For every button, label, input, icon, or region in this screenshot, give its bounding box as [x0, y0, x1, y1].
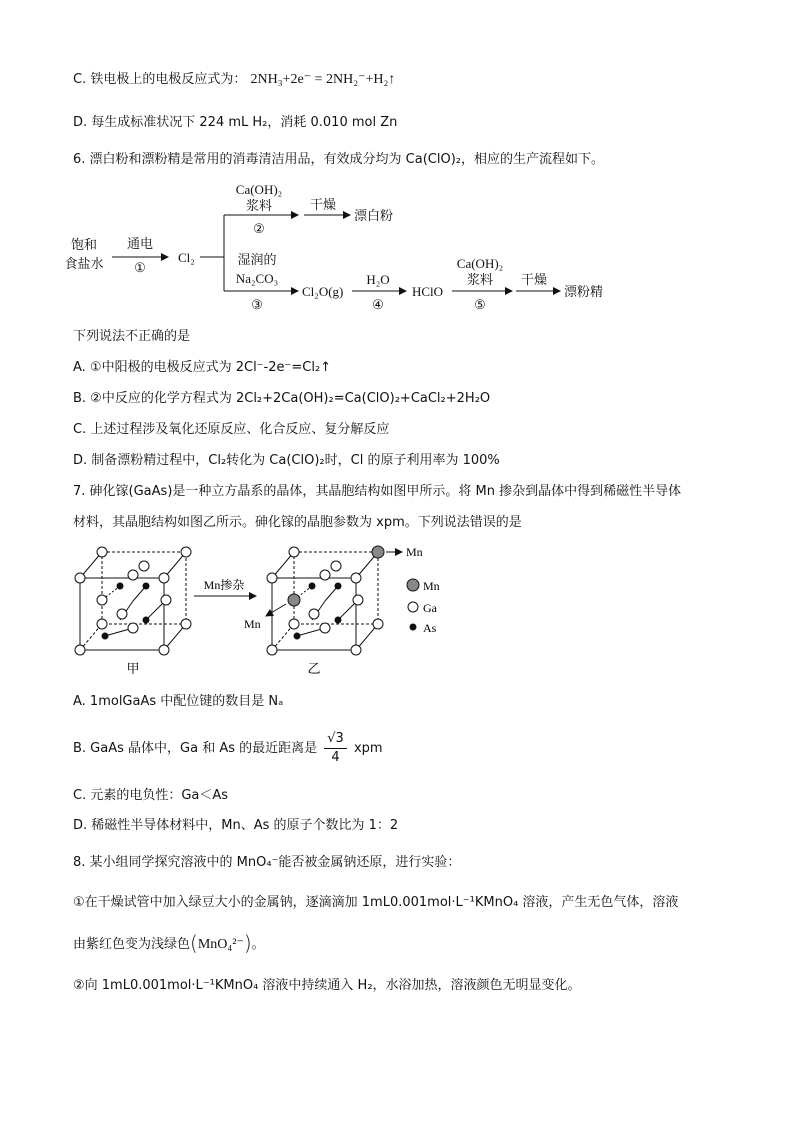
flow-hclo: HClO: [412, 284, 444, 299]
q5-option-c: [73, 70, 395, 90]
q6-flow-diagram: [60, 178, 660, 314]
flow-water: H₂O: [366, 272, 390, 287]
q6-option-b: B. ②中反应的化学方程式为 2Cl₂+2Ca(OH)₂=Ca(ClO)₂+CaCl₂+2H₂O: [73, 391, 491, 406]
mn-top-label: Mn: [406, 545, 423, 559]
legend: [407, 579, 440, 635]
flow-step2-num: ②: [253, 221, 265, 236]
fraction-denominator: 4: [331, 750, 340, 765]
flow-top-reagent-1: Ca(OH)₂: [235, 182, 283, 197]
flow-cl2: Cl₂: [178, 250, 195, 265]
mn-left-label: Mn: [244, 617, 261, 631]
q7-option-b: [73, 730, 383, 767]
q7-option-d: D. 稀磁性半导体材料中，Mn、As 的原子个数比为 1：2: [73, 818, 399, 833]
caption-jia: 甲: [126, 661, 140, 676]
doping-label: Mn掺杂: [203, 578, 245, 592]
legend-as-marker: [410, 624, 417, 631]
q8-exp1-line2: 由紫红色变为浅绿色(MnO₄²⁻)。: [73, 931, 265, 955]
flow-start-2: 食盐水: [64, 256, 104, 271]
legend-ga-marker: [408, 602, 418, 612]
q6-option-c: C. 上述过程涉及氧化还原反应、化合反应、复分解反应: [73, 422, 390, 437]
mn-left-arrow: [266, 604, 286, 616]
q8-exp1-line1: ①在干燥试管中加入绿豆大小的金属钠，逐滴滴加 1mL0.001mol·L⁻¹KMnO₄ 溶液，产生无色气体，溶液: [73, 895, 679, 910]
flow-step1-label: 通电: [126, 236, 154, 251]
flow-step3-num: ③: [251, 297, 263, 312]
q7-option-c: C. 元素的电负性：Ga＜As: [73, 788, 229, 803]
legend-ga: Ga: [423, 601, 437, 615]
flow-step5-num: ⑤: [474, 297, 486, 312]
legend-mn-marker: [407, 579, 419, 591]
q8-exp1-ion: MnO₄²⁻: [197, 937, 244, 952]
flow-cl2o: Cl₂O(g): [302, 284, 344, 299]
flow-bot-reagent-1: 湿润的: [237, 252, 277, 267]
flow-dry2: 干燥: [520, 272, 548, 287]
q7-stem-1: 7. 砷化镓(GaAs)是一种立方晶系的晶体，其晶胞结构如图甲所示。将 Mn 掺杂到晶体中得到稀磁性半导体: [73, 484, 682, 499]
flow-top-reagent-2: 浆料: [245, 198, 273, 213]
caption-yi: 乙: [307, 661, 321, 676]
q6-option-a: A. ①中阳极的电极反应式为 2Cl⁻-2e⁻=Cl₂↑: [73, 360, 332, 375]
flow-product1: 漂白粉: [354, 208, 394, 223]
legend-mn: Mn: [423, 579, 440, 593]
q8-exp1-line2-text: 由紫红色变为浅绿色: [73, 937, 191, 952]
q7-option-a: A. 1molGaAs 中配位键的数目是 Nₐ: [73, 694, 284, 709]
fraction-numerator: √3: [324, 730, 347, 749]
flow-step4-num: ④: [372, 297, 384, 312]
q6-question: 下列说法不正确的是: [73, 329, 191, 344]
q8-exp1-end: 。: [251, 937, 265, 952]
flow-reagent5-2: 浆料: [466, 272, 494, 287]
flow-start-1: 饱和: [70, 237, 98, 252]
q6-option-d: D. 制备漂粉精过程中，Cl₂转化为 Ca(ClO)₂时，Cl 的原子利用率为 100%: [73, 453, 500, 468]
q7-stem-2: 材料，其晶胞结构如图乙所示。砷化镓的晶胞参数为 xpm。下列说法错误的是: [73, 515, 522, 530]
q5-option-c-text: C. 铁电极上的电极反应式为：: [73, 72, 247, 87]
q5-option-c-formula: 2NH₃+2e⁻ = 2NH₂⁻+H₂↑: [250, 72, 396, 87]
q7-option-b-unit: xpm: [353, 741, 383, 756]
flow-bot-reagent-2: Na₂CO₃: [235, 271, 279, 286]
q7-option-b-fraction: [324, 730, 347, 767]
q5-option-d: D. 每生成标准状况下 224 mL H₂，消耗 0.010 mol Zn: [73, 115, 398, 130]
flow-reagent5-1: Ca(OH)₂: [456, 256, 504, 271]
flow-dry1: 干燥: [309, 197, 337, 212]
q7-option-b-text: B. GaAs 晶体中，Ga 和 As 的最近距离是: [73, 741, 318, 756]
q8-stem: 8. 某小组同学探究溶液中的 MnO₄⁻能否被金属钠还原，进行实验：: [73, 855, 461, 870]
flow-step1-num: ①: [134, 260, 146, 275]
flow-product2: 漂粉精: [564, 284, 604, 299]
q6-stem: 6. 漂白粉和漂粉精是常用的消毒清洁用品，有效成分均为 Ca(ClO)₂，相应的生产流程如下。: [73, 152, 604, 167]
q7-crystal-figure: [60, 540, 460, 680]
q8-exp2: ②向 1mL0.001mol·L⁻¹KMnO₄ 溶液中持续通入 H₂，水浴加热，溶液颜色无明显变化。: [73, 978, 581, 993]
legend-as: As: [423, 621, 437, 635]
